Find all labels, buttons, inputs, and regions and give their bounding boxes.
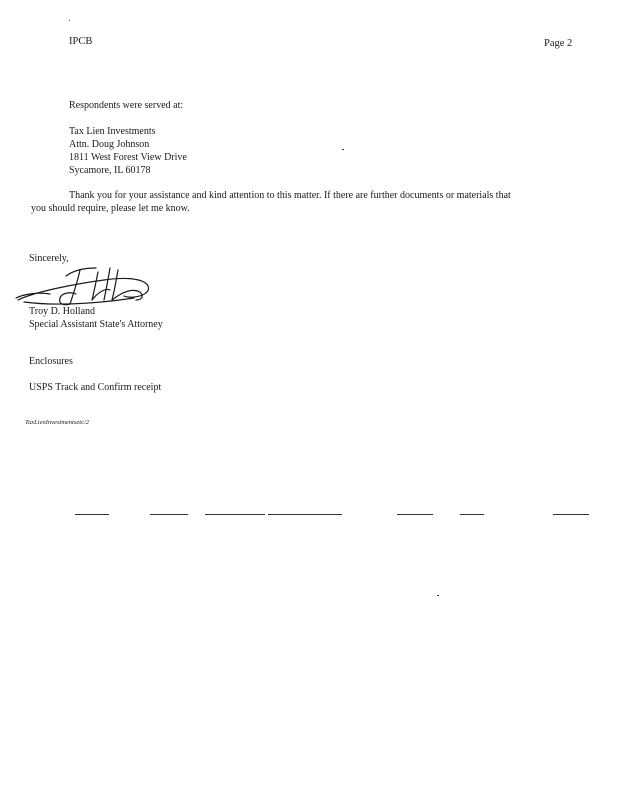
signer-title: Special Assistant State's Attorney — [29, 319, 163, 330]
enclosure-item: USPS Track and Confirm receipt — [29, 382, 162, 393]
scan-artifact-line — [205, 514, 265, 515]
address-line: Attn. Doug Johnson — [69, 139, 150, 150]
address-line: 1811 West Forest View Drive — [69, 152, 187, 163]
thanks-line-1: Thank you for your assistance and kind attention to this matter. If there are further documents or materials that — [69, 190, 511, 201]
header-left: IPCB — [69, 36, 93, 47]
scan-artifact-line — [150, 514, 188, 515]
signer-name: Troy D. Holland — [29, 306, 96, 317]
scan-artifact-line — [460, 514, 484, 515]
scan-artifact-line — [397, 514, 433, 515]
enclosures-label: Enclosures — [29, 356, 73, 367]
address-line: Tax Lien Investments — [69, 126, 156, 137]
signature-image — [14, 262, 164, 310]
salutation: Sincerely, — [29, 253, 69, 264]
scan-artifact-line — [75, 514, 109, 515]
served-line: Respondents were served at: — [69, 100, 184, 111]
file-reference: TaxLienInvestmentsetc/2 — [25, 419, 90, 426]
scan-speck — [342, 149, 344, 150]
thanks-line-2: you should require, please let me know. — [31, 203, 190, 214]
scan-speck — [437, 595, 439, 596]
scan-artifact-line — [553, 514, 589, 515]
address-line: Sycamore, IL 60178 — [69, 165, 151, 176]
page-number: Page 2 — [544, 38, 573, 49]
scan-artifact-line — [268, 514, 342, 515]
scan-speck — [69, 20, 70, 21]
